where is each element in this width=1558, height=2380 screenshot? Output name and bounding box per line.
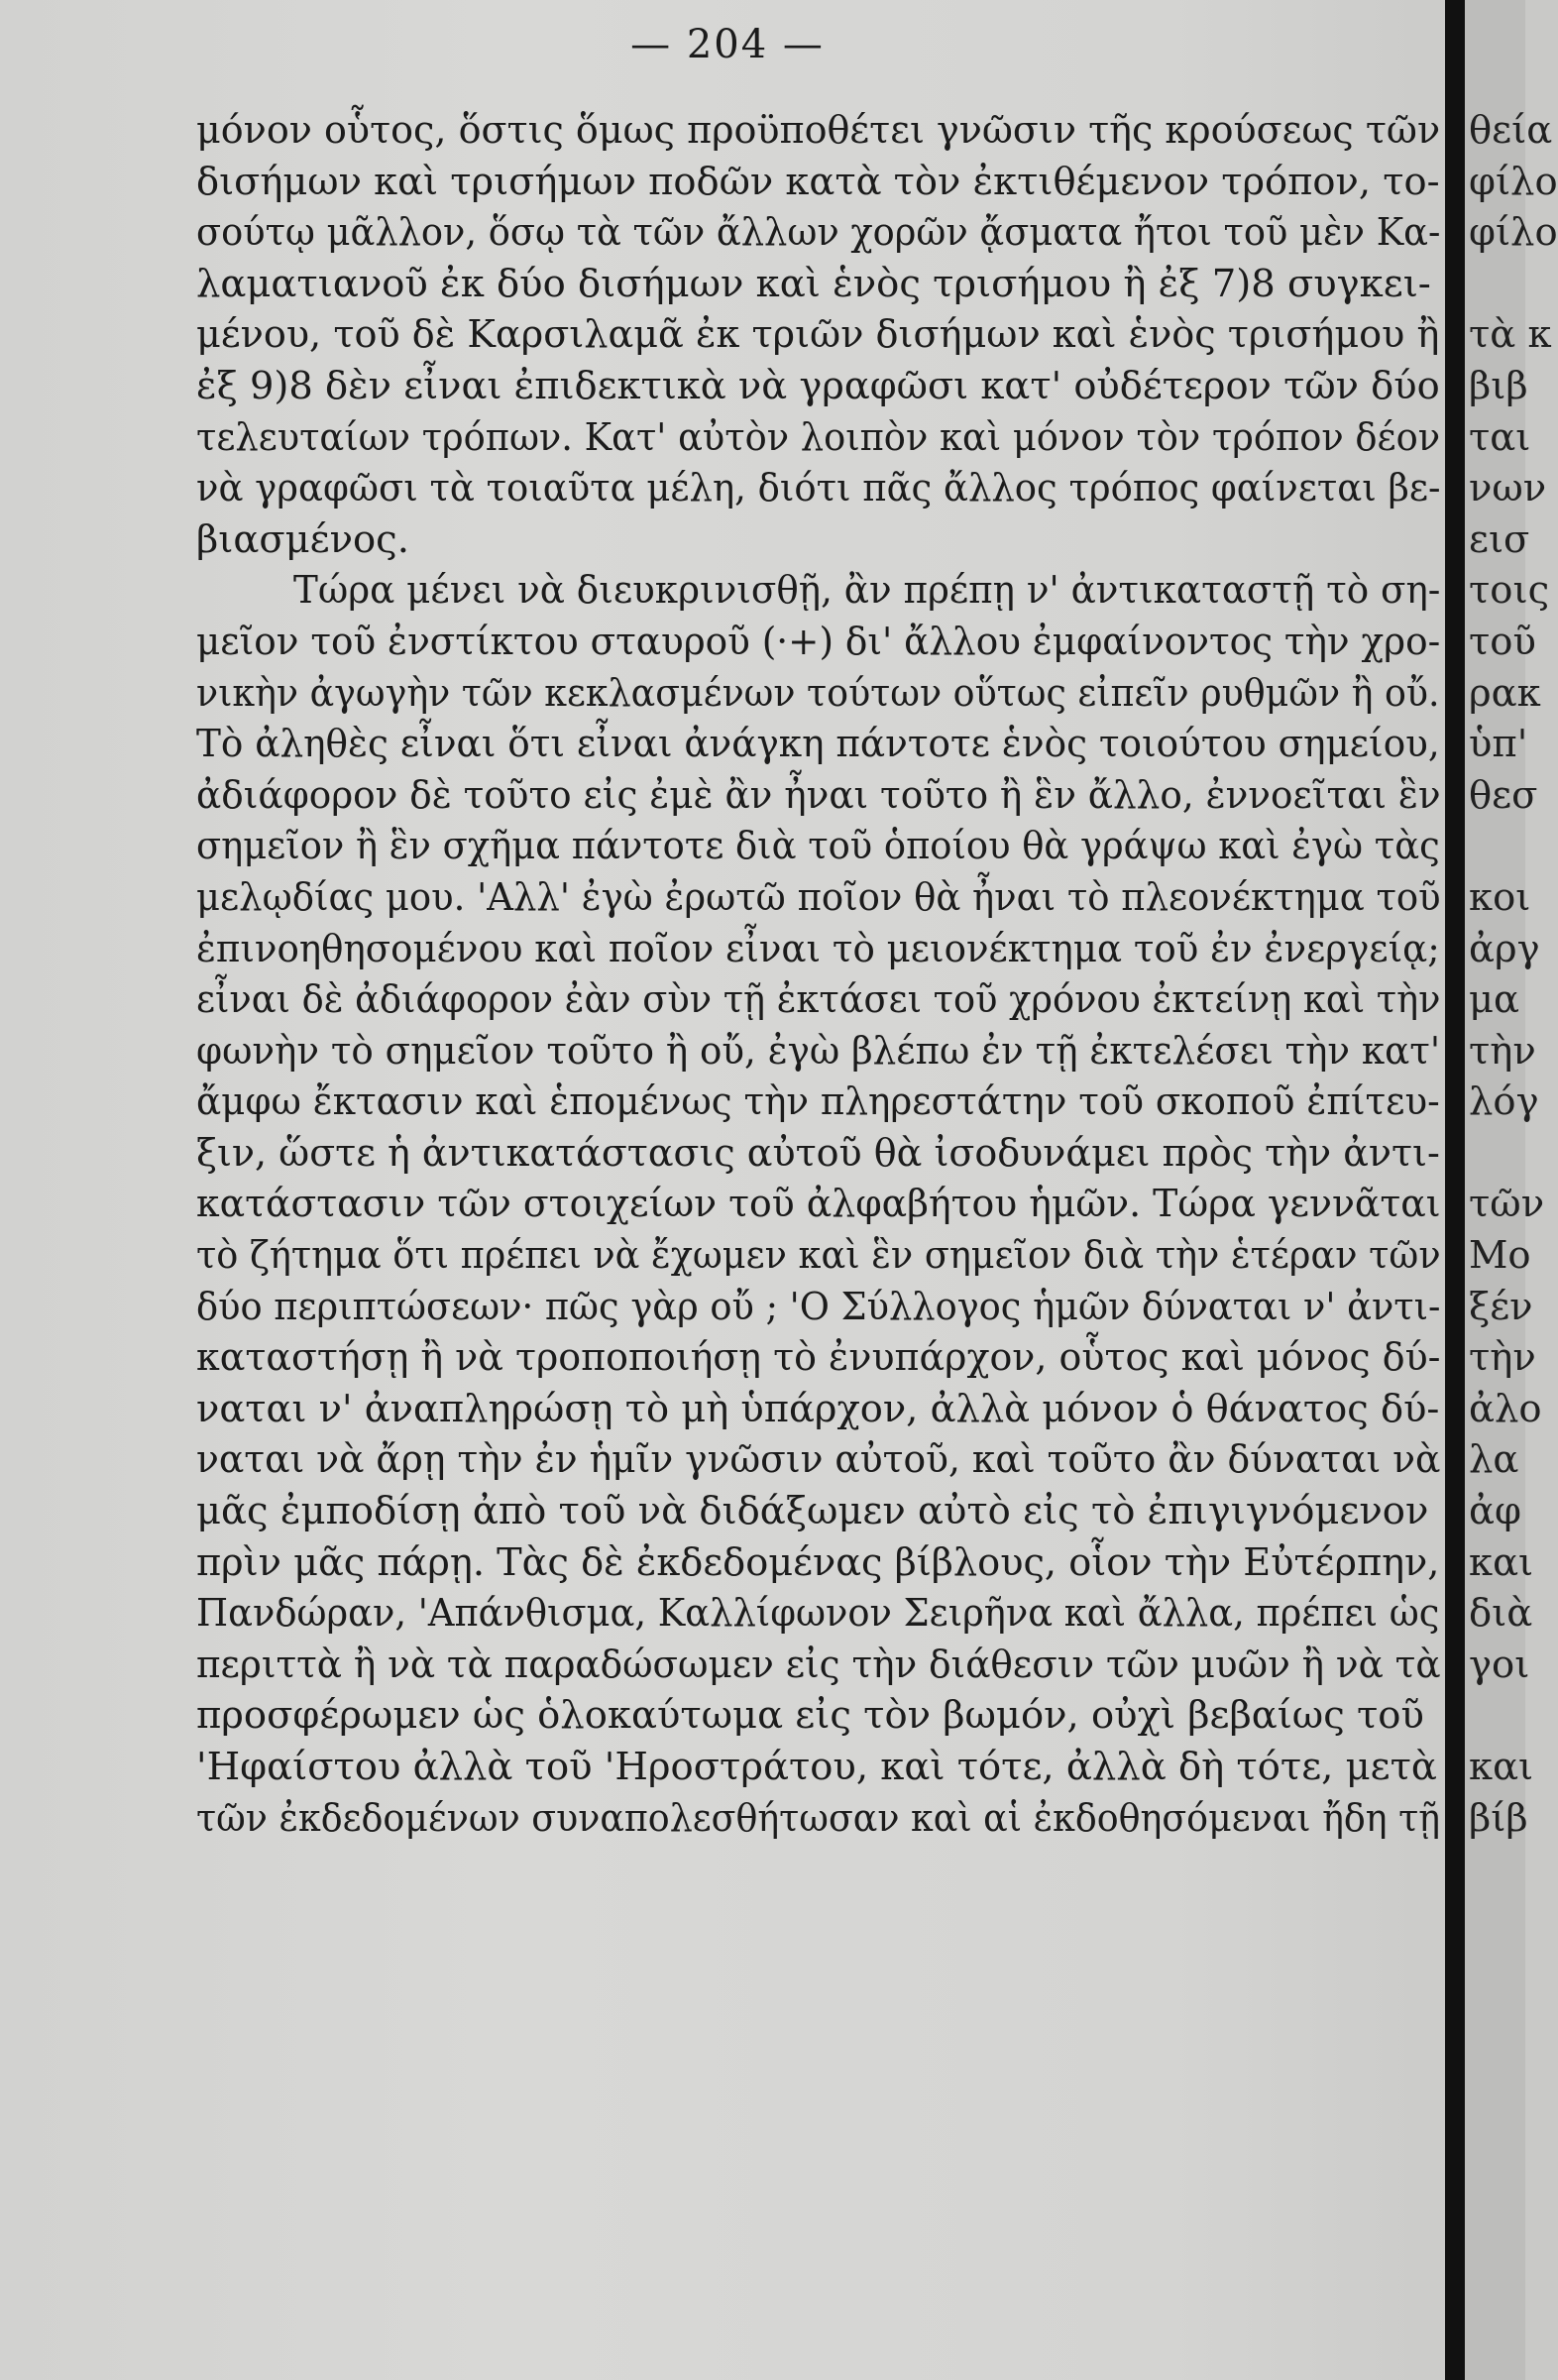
edge-text-line: τὴν (1469, 1335, 1536, 1381)
text-line: νὰ γραφῶσι τὰ τοιαῦτα μέλη, διότι πᾶς ἄλλος τρόπος φαίνεται βε- (196, 466, 1441, 511)
body-text (196, 105, 1455, 1844)
edge-text-line: τοῦ (1469, 619, 1536, 664)
text-line: περιττὰ ἢ νὰ τὰ παραδώσωμεν εἰς τὴν διάθεσιν τῶν μυῶν ἢ νὰ τὰ (196, 1642, 1441, 1687)
text-line: νικὴν ἀγωγὴν τῶν κεκλασμένων τούτων οὕτως εἰπεῖν ρυθμῶν ἢ οὔ. (196, 670, 1440, 716)
text-line: βιασμένος. (196, 516, 409, 562)
edge-text-line: κοι (1469, 874, 1531, 920)
edge-text-line (1469, 1128, 1558, 1180)
text-line: πρὶν μᾶς πάρῃ. Τὰς δὲ ἐκδεδομένας βίβλους, οἷον τὴν Εὐτέρπην, (196, 1539, 1440, 1585)
edge-text-line: λα (1469, 1437, 1519, 1483)
book-gutter-shadow (1445, 0, 1465, 2380)
text-line: σημεῖον ἢ ἓν σχῆμα πάντοτε διὰ τοῦ ὁποίου θὰ γράψω καὶ ἐγὼ τὰς (196, 824, 1440, 869)
edge-text-line: Μο (1469, 1233, 1531, 1279)
page-number: — 204 — (630, 22, 825, 67)
text-line: ναται ν' ἀναπληρώσῃ τὸ μὴ ὑπάρχον, ἀλλὰ μόνον ὁ θάνατος δύ- (196, 1386, 1440, 1431)
edge-text-line: ξέν (1469, 1284, 1533, 1329)
next-page-edge-text (1469, 105, 1558, 1844)
text-line: προσφέρωμεν ὡς ὁλοκαύτωμα εἰς τὸν βωμόν, οὐχὶ βεβαίως τοῦ (196, 1693, 1424, 1739)
edge-text-line (1469, 1690, 1558, 1742)
edge-text-line: και (1469, 1539, 1534, 1585)
edge-text-line: ὑπ' (1469, 722, 1528, 767)
edge-text-line: ἀργ (1469, 926, 1540, 971)
edge-text-line: μα (1469, 977, 1520, 1023)
text-line: Τώρα μένει νὰ διευκρινισθῇ, ἂν πρέπῃ ν' ἀντικαταστῇ τὸ ση- (293, 568, 1441, 614)
edge-text-line: θεσ (1469, 772, 1538, 818)
edge-text-line: θεία (1469, 108, 1553, 153)
edge-text-line: ρακ (1469, 670, 1541, 716)
text-line: τελευταίων τρόπων. Κατ' αὐτὸν λοιπὸν καὶ μόνον τὸν τρόπον δέον (196, 414, 1441, 460)
text-line: μόνον οὗτος, ὅστις ὅμως προϋποθέτει γνῶσιν τῆς κρούσεως τῶν (196, 108, 1441, 153)
edge-text-line: φίλο (1469, 210, 1558, 256)
edge-text-line: εισ (1469, 516, 1530, 562)
edge-text-line: τὴν (1469, 1028, 1536, 1074)
edge-text-line: ἀλο (1469, 1386, 1542, 1431)
edge-text-line: φίλο (1469, 159, 1558, 204)
edge-text-line: βίβ (1469, 1795, 1528, 1841)
text-line: φωνὴν τὸ σημεῖον τοῦτο ἢ οὔ, ἐγὼ βλέπω ἐν τῇ ἐκτελέσει τὴν κατ' (196, 1028, 1441, 1074)
edge-text-line: τὰ κ (1469, 312, 1552, 358)
text-line: μᾶς ἐμποδίσῃ ἀπὸ τοῦ νὰ διδάξωμεν αὐτὸ εἰς τὸ ἐπιγιγνόμενον (196, 1489, 1429, 1534)
text-line: εἶναι δὲ ἀδιάφορον ἐὰν σὺν τῇ ἐκτάσει τοῦ χρόνου ἐκτείνῃ καὶ τὴν (196, 977, 1441, 1023)
edge-text-line (1469, 821, 1558, 872)
text-line: Πανδώραν, 'Απάνθισμα, Καλλίφωνον Σειρῆνα καὶ ἄλλα, πρέπει ὡς (196, 1591, 1440, 1637)
text-line: δισήμων καὶ τρισήμων ποδῶν κατὰ τὸν ἐκτιθέμενον τρόπον, το- (196, 159, 1440, 204)
text-line: ἄμφω ἔκτασιν καὶ ἑπομένως τὴν πληρεστάτην τοῦ σκοποῦ ἐπίτευ- (196, 1079, 1440, 1125)
edge-text-line: και (1469, 1745, 1534, 1789)
text-line: μελῳδίας μου. 'Αλλ' ἐγὼ ἐρωτῶ ποῖον θὰ ἦναι τὸ πλεονέκτημα τοῦ (196, 874, 1441, 920)
edge-text-line (1469, 259, 1558, 310)
text-line: σούτῳ μᾶλλον, ὅσῳ τὰ τῶν ἄλλων χορῶν ᾄσματα ἤτοι τοῦ μὲν Κα- (196, 210, 1441, 256)
text-line: δύο περιπτώσεων· πῶς γὰρ οὔ ; 'Ο Σύλλογος ἡμῶν δύναται ν' ἀντι- (196, 1284, 1441, 1329)
text-line: ἐπινοηθησομένου καὶ ποῖον εἶναι τὸ μειονέκτημα τοῦ ἐν ἐνεργείᾳ; (196, 926, 1440, 971)
text-line: τὸ ζήτημα ὅτι πρέπει νὰ ἔχωμεν καὶ ἓν σημεῖον διὰ τὴν ἑτέραν τῶν (196, 1233, 1441, 1279)
text-line: 'Ηφαίστου ἀλλὰ τοῦ 'Ηροστράτου, καὶ τότε, ἀλλὰ δὴ τότε, μετὰ (196, 1745, 1437, 1789)
edge-text-line: τοις (1469, 568, 1550, 614)
text-line: τῶν ἐκδεδομένων συναπολεσθήτωσαν καὶ αἱ ἐκδοθησόμεναι ἤδη τῇ (196, 1795, 1441, 1841)
edge-text-line: τῶν (1469, 1182, 1545, 1227)
edge-text-line: βιβ (1469, 363, 1528, 408)
text-line: λαματιανοῦ ἐκ δύο δισήμων καὶ ἑνὸς τρισήμου ἢ ἐξ 7)8 συγκει- (196, 261, 1431, 306)
text-line: μεῖον τοῦ ἐνστίκτου σταυροῦ (·+) δι' ἄλλου ἐμφαίνοντος τὴν χρο- (196, 619, 1441, 664)
edge-text-line: ἀφ (1469, 1489, 1521, 1534)
text-line: ἐξ 9)8 δὲν εἶναι ἐπιδεκτικὰ νὰ γραφῶσι κατ' οὐδέτερον τῶν δύο (196, 363, 1440, 408)
text-line: ναται νὰ ἄρῃ τὴν ἐν ἡμῖν γνῶσιν αὐτοῦ, καὶ τοῦτο ἂν δύναται νὰ (196, 1437, 1441, 1483)
edge-text-line: ται (1469, 414, 1531, 460)
edge-text-line: λόγ (1469, 1079, 1539, 1125)
edge-text-line: γοι (1469, 1642, 1530, 1687)
next-page-edge (1465, 0, 1558, 2380)
text-line: μένου, τοῦ δὲ Καρσιλαμᾶ ἐκ τριῶν δισήμων καὶ ἑνὸς τρισήμου ἢ (196, 312, 1440, 358)
edge-text-line: διὰ (1469, 1591, 1533, 1637)
text-line: Τὸ ἀληθὲς εἶναι ὅτι εἶναι ἀνάγκη πάντοτε ἑνὸς τοιούτου σημείου, (196, 722, 1440, 767)
text-line: ξιν, ὥστε ἡ ἀντικατάστασις αὐτοῦ θὰ ἰσοδυνάμει πρὸς τὴν ἀντι- (196, 1130, 1440, 1176)
text-line: ἀδιάφορον δὲ τοῦτο εἰς ἐμὲ ἂν ἦναι τοῦτο ἢ ἓν ἄλλο, ἐννοεῖται ἓν (196, 772, 1441, 818)
text-line: καταστήσῃ ἢ νὰ τροποποιήσῃ τὸ ἐνυπάρχον, οὗτος καὶ μόνος δύ- (196, 1335, 1441, 1381)
edge-text-line: νων (1469, 466, 1547, 511)
text-line: κατάστασιν τῶν στοιχείων τοῦ ἀλφαβήτου ἡμῶν. Τώρα γεννᾶται (196, 1182, 1441, 1227)
